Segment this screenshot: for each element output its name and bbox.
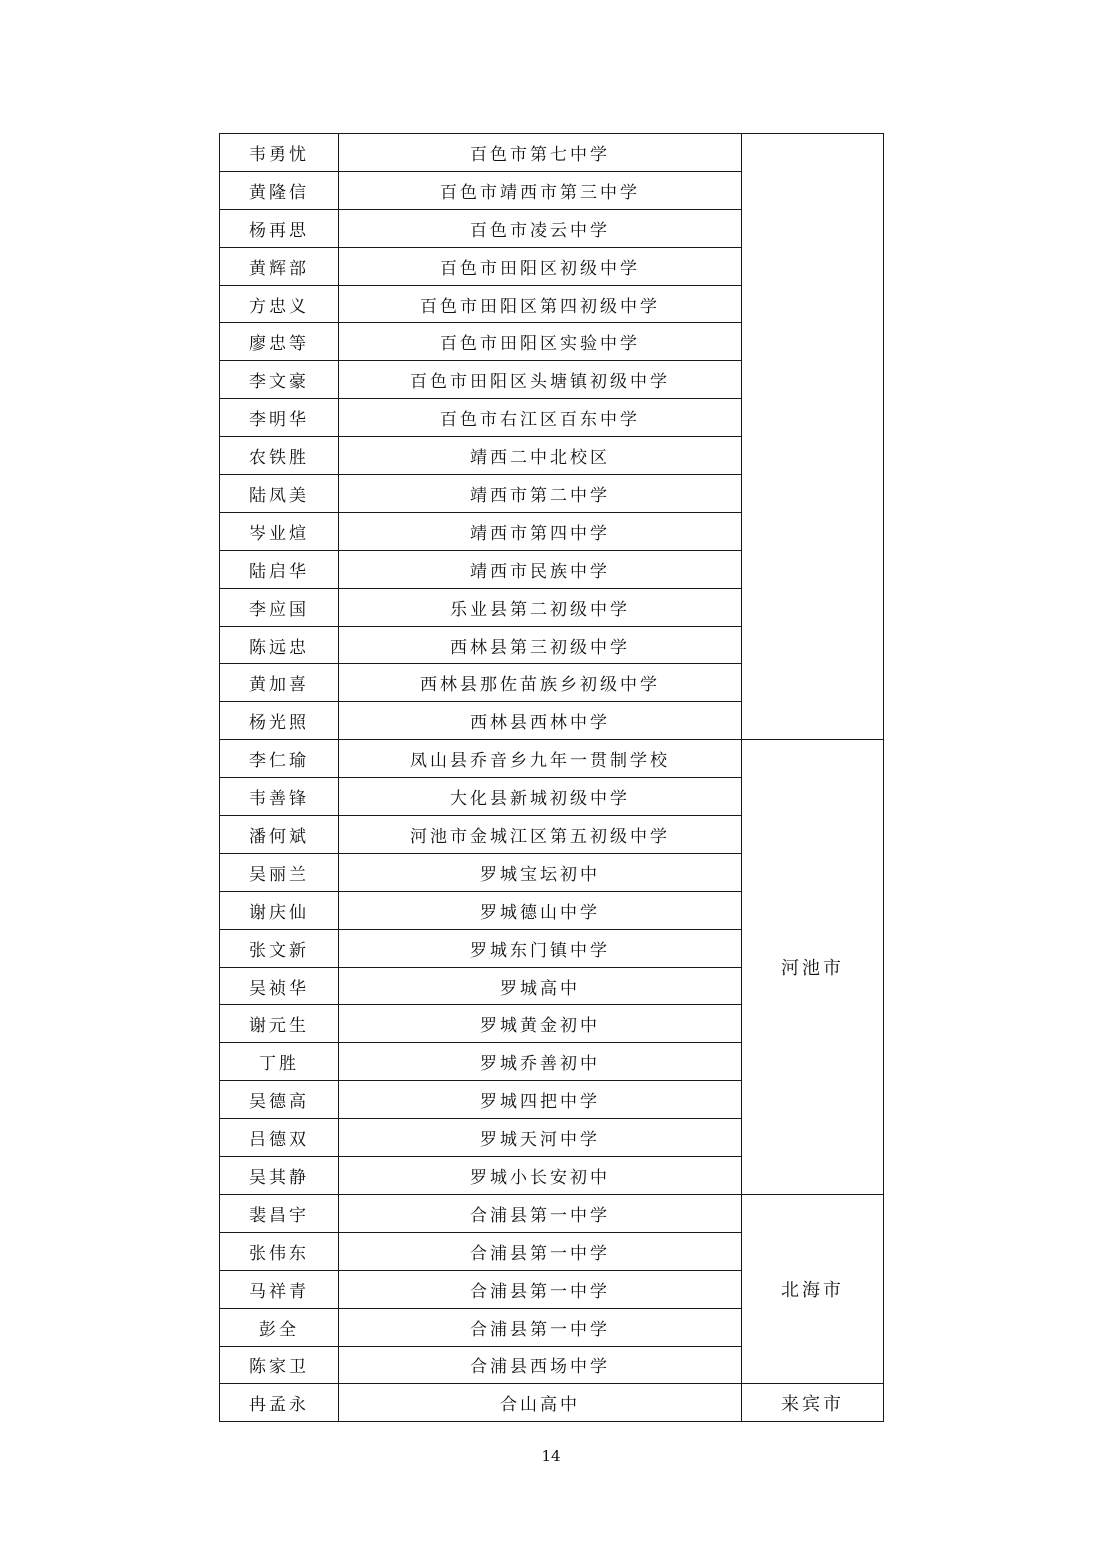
school-cell: 百色市田阳区实验中学 <box>339 323 742 361</box>
school-cell: 西林县那佐苗族乡初级中学 <box>339 664 742 702</box>
school-cell: 百色市右江区百东中学 <box>339 399 742 437</box>
name-cell: 陆凤美 <box>220 475 339 513</box>
school-cell: 合浦县第一中学 <box>339 1194 742 1232</box>
name-cell: 方忠义 <box>220 285 339 323</box>
name-cell: 张文新 <box>220 929 339 967</box>
name-cell: 岑业煊 <box>220 512 339 550</box>
school-cell: 靖西市第四中学 <box>339 512 742 550</box>
name-cell: 丁胜 <box>220 1043 339 1081</box>
school-cell: 罗城四把中学 <box>339 1081 742 1119</box>
name-cell: 韦善锋 <box>220 778 339 816</box>
name-cell: 潘何斌 <box>220 816 339 854</box>
school-cell: 西林县西林中学 <box>339 702 742 740</box>
school-cell: 西林县第三初级中学 <box>339 626 742 664</box>
name-cell: 李应国 <box>220 588 339 626</box>
school-cell: 百色市第七中学 <box>339 134 742 172</box>
name-cell: 黄辉部 <box>220 247 339 285</box>
school-cell: 百色市凌云中学 <box>339 209 742 247</box>
school-cell: 百色市田阳区第四初级中学 <box>339 285 742 323</box>
table-row <box>220 1384 884 1422</box>
name-cell: 谢庆仙 <box>220 891 339 929</box>
name-cell: 农铁胜 <box>220 437 339 475</box>
table-row <box>220 740 884 778</box>
school-cell: 合浦县西场中学 <box>339 1346 742 1384</box>
school-cell: 罗城德山中学 <box>339 891 742 929</box>
table-row <box>220 1194 884 1232</box>
table-body <box>220 134 884 1422</box>
name-cell: 张伟东 <box>220 1232 339 1270</box>
school-cell: 百色市田阳区头塘镇初级中学 <box>339 361 742 399</box>
name-cell: 马祥青 <box>220 1270 339 1308</box>
school-cell: 百色市靖西市第三中学 <box>339 171 742 209</box>
name-cell: 吴其静 <box>220 1157 339 1195</box>
school-cell: 罗城黄金初中 <box>339 1005 742 1043</box>
school-cell: 靖西市第二中学 <box>339 475 742 513</box>
name-cell: 陈家卫 <box>220 1346 339 1384</box>
school-cell: 合浦县第一中学 <box>339 1232 742 1270</box>
city-cell: 来宾市 <box>742 1384 884 1422</box>
school-cell: 罗城小长安初中 <box>339 1157 742 1195</box>
school-cell: 乐业县第二初级中学 <box>339 588 742 626</box>
name-cell: 冉孟永 <box>220 1384 339 1422</box>
school-cell: 靖西市民族中学 <box>339 550 742 588</box>
name-cell: 陆启华 <box>220 550 339 588</box>
page-number: 14 <box>541 1447 561 1465</box>
name-cell: 谢元生 <box>220 1005 339 1043</box>
name-cell: 吴德高 <box>220 1081 339 1119</box>
school-cell: 百色市田阳区初级中学 <box>339 247 742 285</box>
school-cell: 靖西二中北校区 <box>339 437 742 475</box>
city-cell: 河池市 <box>742 740 884 1195</box>
city-cell: 北海市 <box>742 1194 884 1383</box>
school-cell: 凤山县乔音乡九年一贯制学校 <box>339 740 742 778</box>
name-cell: 李仁瑜 <box>220 740 339 778</box>
name-cell: 李明华 <box>220 399 339 437</box>
school-cell: 大化县新城初级中学 <box>339 778 742 816</box>
name-cell: 吴丽兰 <box>220 853 339 891</box>
school-cell: 罗城高中 <box>339 967 742 1005</box>
name-cell: 彭全 <box>220 1308 339 1346</box>
name-cell: 李文豪 <box>220 361 339 399</box>
name-cell: 杨再思 <box>220 209 339 247</box>
name-cell: 吕德双 <box>220 1119 339 1157</box>
awardee-table <box>219 133 884 1422</box>
name-cell: 黄隆信 <box>220 171 339 209</box>
city-cell <box>742 134 884 740</box>
table-row <box>220 134 884 172</box>
school-cell: 罗城东门镇中学 <box>339 929 742 967</box>
name-cell: 黄加喜 <box>220 664 339 702</box>
name-cell: 裴昌宇 <box>220 1194 339 1232</box>
school-cell: 罗城乔善初中 <box>339 1043 742 1081</box>
name-cell: 杨光照 <box>220 702 339 740</box>
school-cell: 河池市金城江区第五初级中学 <box>339 816 742 854</box>
name-cell: 廖忠等 <box>220 323 339 361</box>
name-cell: 陈远忠 <box>220 626 339 664</box>
school-cell: 合浦县第一中学 <box>339 1308 742 1346</box>
school-cell: 罗城天河中学 <box>339 1119 742 1157</box>
school-cell: 合浦县第一中学 <box>339 1270 742 1308</box>
name-cell: 韦勇忧 <box>220 134 339 172</box>
school-cell: 罗城宝坛初中 <box>339 853 742 891</box>
name-cell: 吴祯华 <box>220 967 339 1005</box>
school-cell: 合山高中 <box>339 1384 742 1422</box>
